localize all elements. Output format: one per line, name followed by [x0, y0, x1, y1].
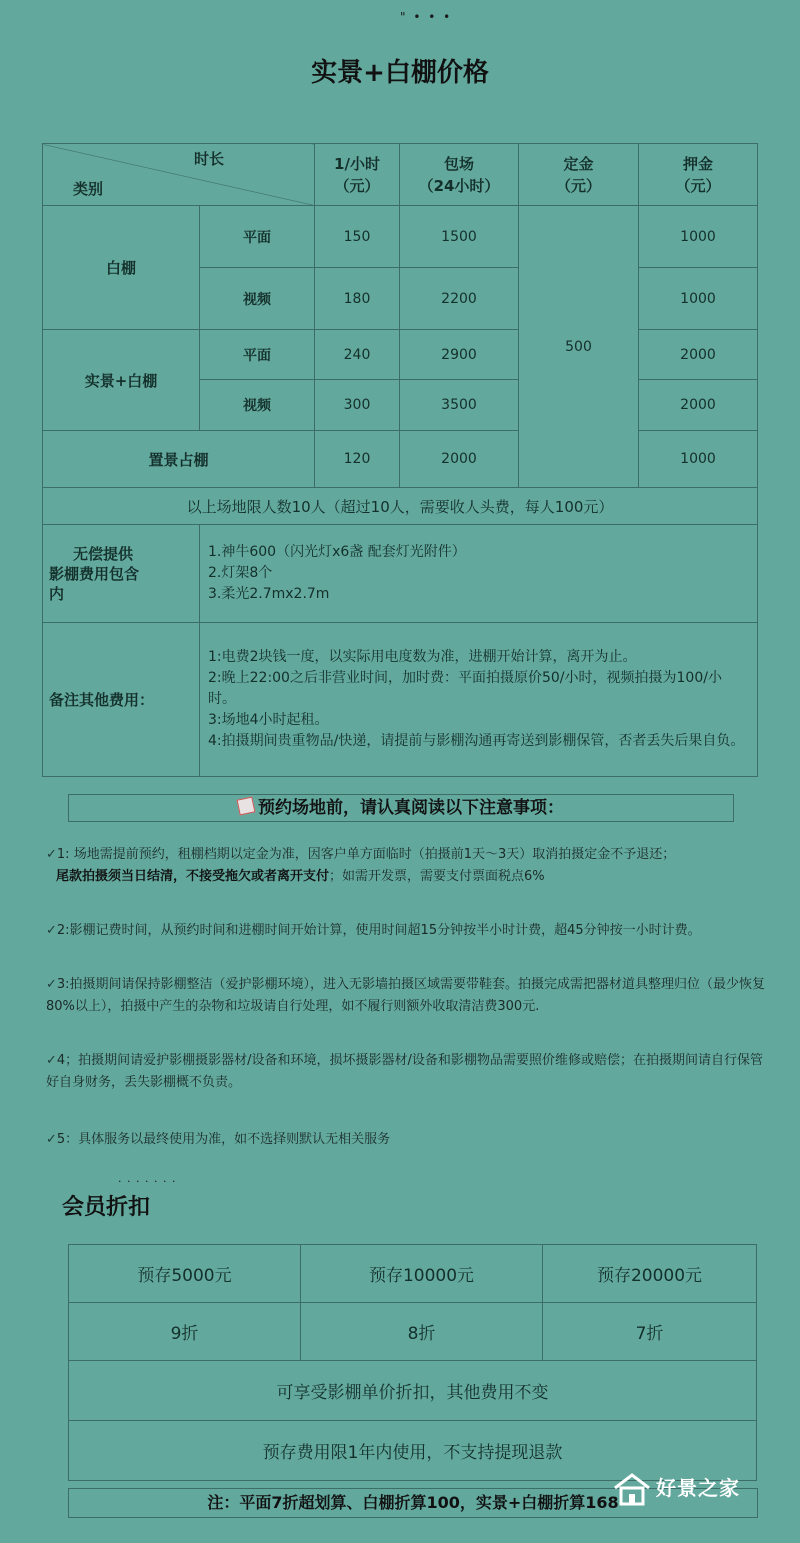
tier-cell: 预存5000元	[69, 1245, 301, 1303]
deposit-cell: 1000	[639, 431, 758, 488]
header-category: 类别	[73, 180, 104, 198]
page-title: 实景+白棚价格	[311, 58, 489, 88]
type-cell: 平面	[200, 330, 315, 380]
other-fee-items: 1:电费2块钱一度，以实际用电度数为准，进棚开始计算，离开为止。 2:晚上22:00之后非营业时间，加时费：平面拍摄原价50/小时，视频拍摄为100/小时。 3:场地4小时起租。 4:拍摄期间贵重物品/快递，请提前与影棚沟通再寄送到影棚保管，否者丢失后果自负。	[200, 623, 758, 777]
type-cell: 平面	[200, 206, 315, 268]
tier-cell: 预存20000元	[543, 1245, 757, 1303]
brand-logo	[612, 1468, 772, 1508]
header-booking: 定金 （元）	[519, 144, 639, 206]
header-deposit: 押金 （元）	[639, 144, 758, 206]
category-placement: 置景占棚	[43, 431, 315, 488]
check-icon: ✓	[46, 1132, 57, 1147]
header-hour: 1/小时 （元）	[315, 144, 400, 206]
member-bottom-note: 注：平面7折超划算、白棚折算100，实景+白棚折算168	[68, 1488, 758, 1518]
notice-title: 预约场地前，请认真阅读以下注意事项：	[68, 794, 734, 822]
decor-dots: . . . . . . .	[118, 1172, 177, 1185]
price-hour: 240	[315, 330, 400, 380]
discount-cell: 7折	[543, 1303, 757, 1361]
rule-item: ✓3:拍摄期间请保持影棚整洁（爱护影棚环境），进入无影墙拍摄区域需要带鞋套。拍摄完成需把器材道具整理归位（最少恢复80%以上），拍摄中产生的杂物和垃圾请自行处理，如不履行则额外收取清洁费300元.	[46, 977, 766, 1014]
price-hour: 150	[315, 206, 400, 268]
deposit-cell: 2000	[639, 330, 758, 380]
member-note-2: 预存费用限1年内使用，不支持提现退款	[69, 1421, 757, 1481]
check-icon: ✓	[46, 977, 57, 992]
check-icon: ✓	[46, 847, 57, 862]
member-note-1: 可享受影棚单价折扣，其他费用不变	[69, 1361, 757, 1421]
type-cell: 视频	[200, 380, 315, 431]
note-flag-icon	[237, 797, 256, 816]
other-fee-label: 备注其他费用：	[43, 623, 200, 777]
member-title: 会员折扣	[62, 1195, 151, 1220]
price-hour: 300	[315, 380, 400, 431]
discount-cell: 9折	[69, 1303, 301, 1361]
free-label: 无偿提供 影棚费用包含 内	[43, 525, 200, 623]
check-icon: ✓	[46, 1053, 57, 1068]
deposit-cell: 1000	[639, 268, 758, 330]
category-white: 白棚	[43, 206, 200, 330]
free-items: 1.神牛600（闪光灯x6盏 配套灯光附件） 2.灯架8个 3.柔光2.7mx2.7m	[200, 525, 758, 623]
header-day: 包场 （24小时）	[400, 144, 519, 206]
rule-item: ✓2:影棚记费时间，从预约时间和进棚时间开始计算，使用时间超15分钟按半小时计费，超45分钟按一小时计费。	[46, 923, 701, 938]
check-icon: ✓	[46, 923, 57, 938]
price-table	[42, 143, 758, 777]
type-cell: 视频	[200, 268, 315, 330]
price-day: 2900	[400, 330, 519, 380]
price-hour: 180	[315, 268, 400, 330]
house-icon	[612, 1472, 652, 1506]
rule-item: ✓5：具体服务以最终使用为准，如不选择则默认无相关服务	[46, 1132, 391, 1147]
header-duration: 时长	[193, 150, 224, 168]
people-limit-note: 以上场地限人数10人（超过10人，需要收人头费，每人100元）	[43, 488, 758, 525]
corner-header	[43, 144, 315, 206]
member-table	[68, 1244, 757, 1481]
price-day: 1500	[400, 206, 519, 268]
price-day: 3500	[400, 380, 519, 431]
price-hour: 120	[315, 431, 400, 488]
category-scene-white: 实景+白棚	[43, 330, 200, 431]
price-day: 2200	[400, 268, 519, 330]
deposit-cell: 2000	[639, 380, 758, 431]
booking-fee: 500	[519, 206, 639, 488]
decor-dots: " • • •	[400, 10, 453, 24]
discount-cell: 8折	[301, 1303, 543, 1361]
deposit-cell: 1000	[639, 206, 758, 268]
tier-cell: 预存10000元	[301, 1245, 543, 1303]
rule-item: ✓1: 场地需提前预约，租棚档期以定金为准，因客户单方面临时（拍摄前1天～3天）取消拍摄定金不予退还； 尾款拍摄须当日结清，不接受拖欠或者离开支付；如需开发票，需要支付票面税点6%	[46, 847, 676, 884]
rule-item: ✓4；拍摄期间请爱护影棚摄影器材/设备和环境，损坏摄影器材/设备和影棚物品需要照价维修或赔偿；在拍摄期间请自行保管好自身财务，丢失影棚概不负责。	[46, 1053, 763, 1090]
price-day: 2000	[400, 431, 519, 488]
logo-name: 好景之家	[656, 1476, 740, 1500]
